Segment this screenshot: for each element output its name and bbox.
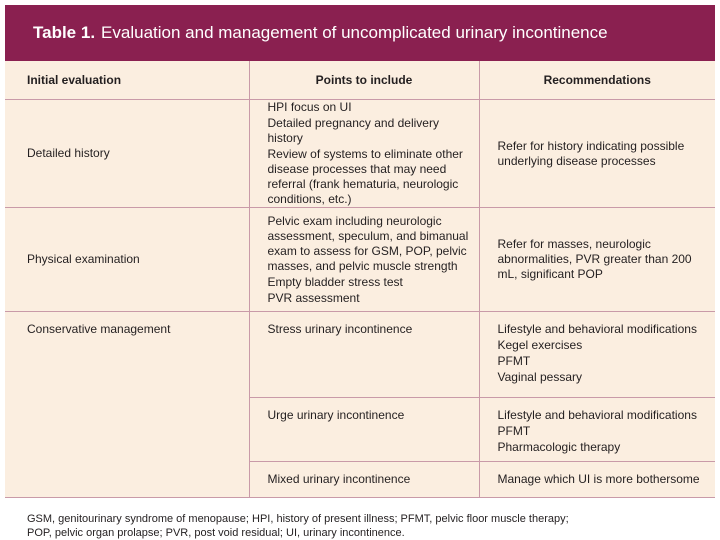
recommendation-cell xyxy=(479,462,715,498)
point-item: Empty bladder stress test xyxy=(267,274,403,289)
table-row xyxy=(5,208,715,312)
header-points-to-include: Points to include xyxy=(249,61,479,100)
table-figure xyxy=(5,5,715,540)
header-initial-evaluation: Initial evaluation xyxy=(5,61,249,100)
recommendation-item: Kegel exercises xyxy=(497,338,583,352)
table-footnote xyxy=(5,512,715,540)
recommendation-cell xyxy=(479,398,715,462)
recommendation-cell: Refer for masses, neurologic abnormalities, PVR greater than 200 mL, significant POP xyxy=(479,208,715,312)
evaluation-cell: Physical examination xyxy=(5,208,249,312)
recommendation-cell xyxy=(479,312,715,398)
recommendation-item: Lifestyle and behavioral modifications xyxy=(497,408,697,422)
recommendation-item: Lifestyle and behavioral modifications xyxy=(497,322,697,336)
table-title: Evaluation and management of uncomplicated urinary incontinence xyxy=(101,23,608,42)
point-item: PVR assessment xyxy=(267,290,360,305)
table-row xyxy=(5,100,715,208)
recommendation-item: Manage which UI is more bothersome xyxy=(497,472,700,486)
table-number: Table 1. xyxy=(33,23,96,42)
header-row xyxy=(5,61,715,100)
incontinence-type-cell: Mixed urinary incontinence xyxy=(249,462,479,498)
point-item: HPI focus on UI xyxy=(267,100,352,114)
points-cell xyxy=(249,208,479,312)
recommendation-item: Pharmacologic therapy xyxy=(497,440,621,454)
recommendation-cell: Refer for history indicating possible underlying disease processes xyxy=(479,100,715,208)
table-title-bar xyxy=(5,5,715,61)
recommendation-item: Vaginal pessary xyxy=(497,370,582,384)
evaluation-table xyxy=(5,61,715,498)
recommendation-item: PFMT xyxy=(497,424,531,438)
footnote-line: POP, pelvic organ prolapse; PVR, post void residual; UI, urinary incontinence. xyxy=(27,527,405,539)
point-item: Pelvic exam including neurologic assessment, speculum, and bimanual exam to assess for GSM, POP, pelvic masses, and pelvic muscle strength xyxy=(267,213,469,273)
point-item: Review of systems to eliminate other disease processes that may need referral (frank hematuria, neurologic conditions, etc.) xyxy=(267,147,463,206)
incontinence-type-cell: Stress urinary incontinence xyxy=(249,312,479,398)
evaluation-cell: Detailed history xyxy=(5,100,249,208)
point-item: Detailed pregnancy and delivery history xyxy=(267,116,439,145)
evaluation-cell: Conservative management xyxy=(5,312,249,498)
incontinence-type-cell: Urge urinary incontinence xyxy=(249,398,479,462)
footnote-line: GSM, genitourinary syndrome of menopause; HPI, history of present illness; PFMT, pelvic floor muscle therapy; xyxy=(27,513,569,525)
recommendation-item: PFMT xyxy=(497,354,531,368)
points-cell xyxy=(249,100,479,208)
header-recommendations: Recommendations xyxy=(479,61,715,100)
table-row xyxy=(5,312,715,398)
